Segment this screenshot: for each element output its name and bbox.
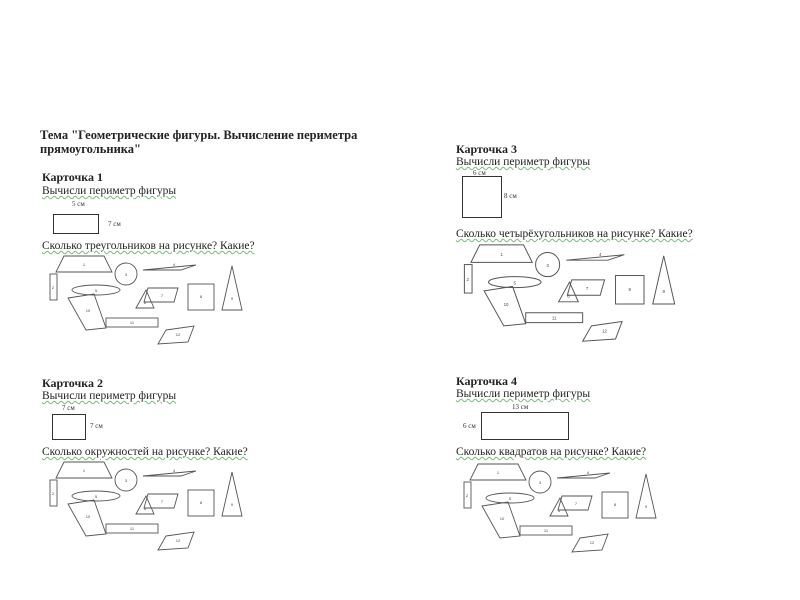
cluster-2-shape-number: 2 [466,277,469,282]
cluster-1-shape-number: 11 [129,526,135,531]
cluster-2-shape-number: 7 [585,285,589,291]
cluster-3-shape-number: 3 [538,480,542,485]
card-4-question: Сколько квадратов на рисунке? Какие? [456,446,647,458]
theme-title: Тема "Геометрические фигуры. Вычисление периметра прямоугольника" [40,128,358,156]
cluster-0-thin-triangle [143,265,196,270]
card-4-perimeter-task: Вычисли периметр фигуры [456,388,591,400]
card-3-perimeter-task: Вычисли периметр фигуры [456,156,591,168]
cluster-3-shape-number: 10 [499,516,505,521]
card-4-title: Карточка 4 [456,374,517,388]
cluster-1-shape-number: 10 [85,514,91,519]
cluster-3-shape-number: 11 [543,528,549,533]
card-2-question: Сколько окружностей на рисунке? Какие? [42,446,248,458]
card-3-dim-side: 8 см [504,192,517,200]
cluster-0-shape-number: 10 [85,308,91,313]
cluster-3-shape-number: 4 [586,470,590,475]
cluster-1-shape-number: 1 [82,468,86,473]
cluster-0-shape-number: 7 [160,293,164,298]
card-2-square [52,414,86,440]
cluster-3-thin-triangle [557,473,610,478]
card-4-shapes [460,460,670,555]
cluster-3-shape-number: 6 [557,508,561,513]
cluster-2-shape-number: 4 [598,251,602,257]
card-2-shapes [46,458,256,553]
cluster-3-tall-triangle [636,474,656,518]
cluster-2-thin-triangle [566,255,624,260]
card-3-shapes [460,240,690,345]
cluster-2-shape-number: 10 [503,302,509,308]
cluster-2-shape-number: 11 [551,315,557,321]
cluster-0-tall-triangle [222,266,242,310]
cluster-1-shape-number: 7 [160,499,164,504]
cluster-1-thin-triangle [143,471,196,476]
cluster-3-shape-number: 9 [644,504,648,509]
card-4-dim-side: 6 см [463,422,476,430]
cluster-0-shape-number: 3 [124,272,128,277]
card-1-dim-side: 7 см [108,220,121,228]
cluster-1-shape-number: 3 [124,478,128,483]
cluster-0-shape-number: 12 [175,332,181,337]
cluster-1-tall-triangle [222,472,242,516]
cluster-1-shape-number: 2 [51,491,55,496]
card-4-dim-top: 13 см [512,403,529,411]
cluster-3-shape-number: 1 [496,470,500,475]
cluster-2-shape-number: 3 [546,262,549,268]
cluster-0-shape-number: 6 [143,300,147,305]
card-1-dim-top: 5 см [72,200,85,208]
cluster-0-shape-number: 8 [199,294,203,299]
cluster-2-shape-number: 8 [628,286,631,292]
cluster-1-shape-number: 12 [175,538,181,543]
card-3-title: Карточка 3 [456,142,517,156]
card-2-title: Карточка 2 [42,376,103,390]
cluster-1-shape-number: 6 [143,506,147,511]
cluster-0-shape-number: 1 [82,262,86,267]
cluster-2-shape-number: 1 [500,251,503,257]
cluster-2-shape-number: 5 [513,280,516,286]
cluster-3-shape-number: 12 [589,540,595,545]
cluster-3-shape-number: 7 [574,501,578,506]
cluster-2-shape-number: 9 [662,289,665,295]
card-4-rectangle [481,412,569,440]
card-2-perimeter-task: Вычисли периметр фигуры [42,390,177,402]
card-1-shapes [46,252,256,347]
cluster-0-shape-number: 2 [51,285,55,290]
card-3-question: Сколько четырёхугольников на рисунке? Какие? [456,228,693,240]
card-2-dim-top: 7 см [62,404,75,412]
cluster-1-shape-number: 4 [172,468,176,473]
cluster-1-shape-number: 5 [94,494,98,499]
card-1-question: Сколько треугольников на рисунке? Какие? [42,240,255,252]
cluster-0-shape-number: 5 [94,288,98,293]
card-3-dim-top: 6 см [473,169,486,177]
cluster-3-shape-number: 8 [613,502,617,507]
card-1-perimeter-task: Вычисли периметр фигуры [42,185,177,197]
cluster-1-shape-number: 8 [199,500,203,505]
cluster-0-shape-number: 11 [129,320,135,325]
cluster-2-shape-number: 12 [602,328,608,334]
card-1-title: Карточка 1 [42,170,103,184]
card-2-dim-side: 7 см [90,422,103,430]
card-3-rectangle [462,176,502,218]
card-1-rectangle [53,214,99,234]
cluster-1-shape-number: 9 [230,502,234,507]
cluster-0-shape-number: 4 [172,262,176,267]
cluster-0-shape-number: 9 [230,296,234,301]
cluster-2-shape-number: 6 [567,293,570,299]
cluster-3-shape-number: 2 [465,493,469,498]
cluster-2-tall-triangle [653,256,675,304]
cluster-3-shape-number: 5 [508,496,512,501]
